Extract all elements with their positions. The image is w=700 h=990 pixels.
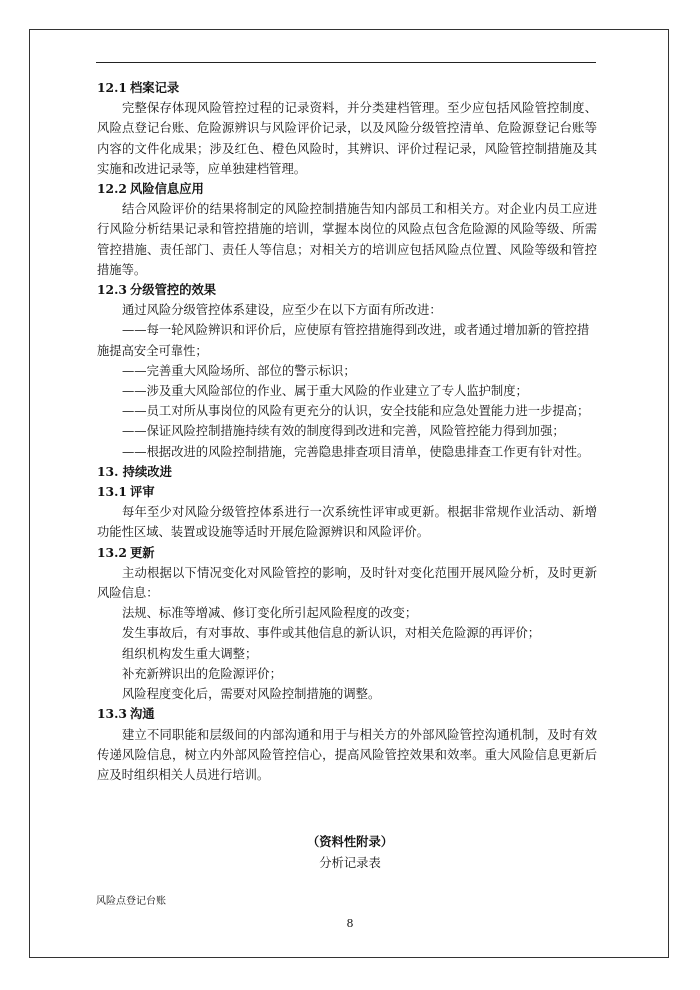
section-number: 12.2 (97, 181, 127, 197)
section-13-heading: 13. 持续改进 (97, 463, 172, 479)
section-title: 档案记录 (130, 80, 180, 95)
document-body (97, 78, 597, 785)
appendix-title: （资料性附录） (306, 834, 394, 849)
section-13-2-heading (97, 543, 597, 563)
list-item: 法规、标准等增减、修订变化所引起风险程度的改变； (122, 606, 418, 621)
section-12-3-intro: 通过风险分级管控体系建设，应至少在以下方面有所改进： (122, 303, 442, 318)
list-item: 风险程度变化后，需要对风险控制措施的调整。 (122, 687, 381, 702)
list-item: ——涉及重大风险部位的作业、属于重大风险的作业建立了专人监护制度； (122, 384, 528, 399)
section-12-3-heading (97, 280, 597, 300)
section-title: 风险信息应用 (130, 181, 204, 197)
section-13-3-heading (97, 704, 597, 724)
section-title: 评审 (130, 484, 155, 500)
section-12-2-heading (97, 179, 597, 199)
list-item-continuation: 施提高安全可靠性； (97, 343, 208, 358)
section-number: 12.1 (97, 80, 127, 95)
header-rule (96, 62, 596, 63)
section-title: 沟通 (130, 706, 155, 722)
section-12-2-body: 结合风险评价的结果将制定的风险控制措施告知内部员工和相关方。对企业内员工应进行风险分析结果记录和管控措施的培训，掌握本岗位的风险点包含危险源的风险等级、所需管控措施、责任部门、责任人等信息；对相关方的培训应包括风险点位置、风险等级和管控措施等。 (97, 202, 597, 277)
list-item: 组织机构发生重大调整； (122, 646, 258, 661)
section-13-3-body: 建立不同职能和层级间的内部沟通和用于与相关方的外部风险管控沟通机制，及时有效传递风险信息，树立内外部风险管控信心，提高风险管控效果和效率。重大风险信息更新后应及时组织相关人员进行培训。 (97, 727, 597, 782)
list-item: 发生事故后，有对事故、事件或其他信息的新认识，对相关危险源的再评价； (122, 626, 541, 641)
section-number: 13.2 (97, 544, 127, 560)
section-12-1-heading (97, 78, 597, 98)
list-item: ——每一轮风险辨识和评价后，应使原有管控措施得到改进，或者通过增加新的管控措 (122, 323, 590, 338)
section-13-1-body: 每年至少对风险分级管控体系进行一次系统性评审或更新。根据非常规作业活动、新增功能性区域、装置或设施等适时开展危险源辨识和风险评价。 (97, 505, 597, 540)
list-item: ——完善重大风险场所、部位的警示标识； (122, 363, 356, 378)
section-title: 分级管控的效果 (130, 282, 217, 298)
list-item: ——根据改进的风险控制措施，完善隐患排查项目清单，使隐患排查工作更有针对性。 (122, 444, 590, 459)
list-item: ——员工对所从事岗位的风险有更充分的认识，安全技能和应急处置能力进一步提高； (122, 404, 590, 419)
page-number: 8 (346, 917, 354, 930)
list-item: ——保证风险控制措施持续有效的制度得到改进和完善，风险管控能力得到加强； (122, 424, 565, 439)
section-number: 12.3 (97, 282, 127, 298)
section-title: 更新 (130, 544, 155, 560)
section-12-1-body: 完整保存体现风险管控过程的记录资料，并分类建档管理。至少应包括风险管控制度、风险点登记台账、危险源辨识与风险评价记录，以及风险分级管控清单、危险源登记台账等内容的文件化成果；涉及红色、橙色风险时，其辨识、评价过程记录，风险管控制措施及其实施和改进记录等，应单独建档管理。 (97, 101, 597, 176)
section-13-2-body: 主动根据以下情况变化对风险管控的影响，及时针对变化范围开展风险分析，及时更新风险信息： (97, 565, 597, 601)
section-13-1-heading (97, 482, 597, 502)
footer-note: 风险点登记台账 (96, 896, 166, 907)
section-number: 13.1 (97, 484, 127, 500)
section-number: 13.3 (97, 706, 127, 722)
appendix-subtitle: 分析记录表 (319, 856, 381, 870)
list-item: 补充新辨识出的危险源评价； (122, 666, 282, 681)
